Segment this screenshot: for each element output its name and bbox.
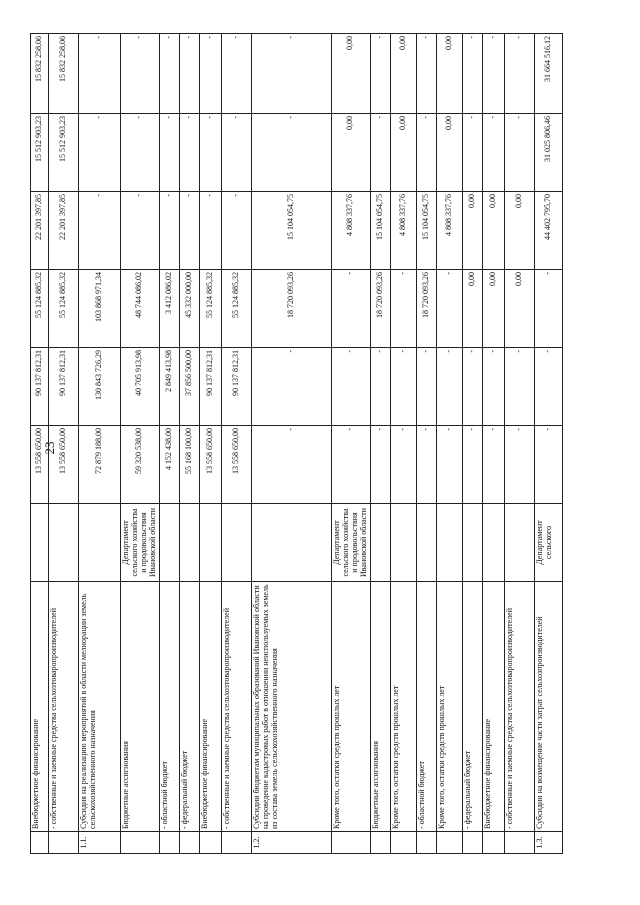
responsible-executor: Департамент сельского хозяйства и продовольствия Ивановской области [331, 504, 370, 582]
amount-cell: 13 558 650,00 [31, 426, 49, 504]
amount-cell: - [436, 348, 462, 426]
amount-cell: - [79, 192, 121, 270]
table-row [436, 34, 462, 854]
responsible-executor [251, 504, 331, 582]
row-number [159, 832, 179, 854]
responsible-executor [79, 504, 121, 582]
responsible-executor [199, 504, 221, 582]
row-name: Бюджетные ассигнования [121, 582, 160, 832]
amount-cell: 0,00 [462, 192, 482, 270]
row-number: 1.2. [251, 832, 331, 854]
responsible-executor [390, 504, 416, 582]
amount-cell: - [179, 192, 199, 270]
table-row [221, 34, 251, 854]
amount-cell: 13 558 650,00 [49, 426, 79, 504]
table-row [534, 34, 562, 854]
row-name: - федеральный бюджет [462, 582, 482, 832]
responsible-executor [370, 504, 390, 582]
amount-cell: - [462, 34, 482, 114]
amount-cell: 31 025 806,46 [534, 114, 562, 192]
row-number [49, 832, 79, 854]
amount-cell: 4 808 337,76 [331, 192, 370, 270]
row-name: Внебюджетное финансирование [31, 582, 49, 832]
amount-cell: 18 720 093,26 [251, 270, 331, 348]
row-name: - собственные и заемные средства сельхозтоваропроизводителей [49, 582, 79, 832]
row-name: Кроме того, остатки средств прошлых лет [436, 582, 462, 832]
amount-cell: - [482, 34, 504, 114]
row-number [199, 832, 221, 854]
amount-cell: 130 843 726,29 [79, 348, 121, 426]
amount-cell: - [179, 114, 199, 192]
amount-cell: - [416, 348, 436, 426]
row-number: 1.3. [534, 832, 562, 854]
amount-cell: 55 124 885,32 [221, 270, 251, 348]
responsible-executor [31, 504, 49, 582]
amount-cell: 0,00 [390, 34, 416, 114]
amount-cell: 0,00 [436, 34, 462, 114]
amount-cell: - [504, 34, 534, 114]
amount-cell: 90 137 812,31 [221, 348, 251, 426]
amount-cell: 22 201 397,85 [49, 192, 79, 270]
responsible-executor [504, 504, 534, 582]
row-name: Внебюджетное финансирование [199, 582, 221, 832]
amount-cell: - [534, 426, 562, 504]
amount-cell: - [159, 114, 179, 192]
amount-cell: - [251, 34, 331, 114]
amount-cell: 4 808 337,76 [390, 192, 416, 270]
amount-cell: 0,00 [504, 192, 534, 270]
amount-cell: 55 124 885,32 [49, 270, 79, 348]
amount-cell: - [251, 114, 331, 192]
amount-cell: 37 856 500,00 [179, 348, 199, 426]
amount-cell: - [121, 34, 160, 114]
responsible-executor [436, 504, 462, 582]
amount-cell: 59 320 538,00 [121, 426, 160, 504]
amount-cell: - [370, 114, 390, 192]
amount-cell: - [221, 34, 251, 114]
amount-cell: - [482, 114, 504, 192]
amount-cell: - [331, 426, 370, 504]
amount-cell: - [370, 348, 390, 426]
amount-cell: 31 664 516,12 [534, 34, 562, 114]
amount-cell: - [179, 34, 199, 114]
amount-cell: 0,00 [390, 114, 416, 192]
row-name: Субсидии бюджетам муниципальных образований Ивановской области на проведение кадастровых работ в отношении неиспользуемых земель из состава земель сельскохозяйственного назначения [251, 582, 331, 832]
row-number [370, 832, 390, 854]
amount-cell: 18 720 093,26 [370, 270, 390, 348]
amount-cell: 55 124 885,32 [31, 270, 49, 348]
amount-cell: 15 832 258,06 [31, 34, 49, 114]
amount-cell: - [504, 426, 534, 504]
amount-cell: 90 137 812,31 [199, 348, 221, 426]
amount-cell: - [121, 114, 160, 192]
amount-cell: 4 152 438,00 [159, 426, 179, 504]
responsible-executor [482, 504, 504, 582]
table-row [251, 34, 331, 854]
table-row [199, 34, 221, 854]
amount-cell: 0,00 [331, 34, 370, 114]
table-row [331, 34, 370, 854]
responsible-executor [416, 504, 436, 582]
row-name: - собственные и заемные средства сельхозтоваропроизводителей [504, 582, 534, 832]
amount-cell: 44 402 795,70 [534, 192, 562, 270]
row-name: - областной бюджет [159, 582, 179, 832]
amount-cell: - [504, 348, 534, 426]
row-name: Внебюджетное финансирование [482, 582, 504, 832]
row-number [416, 832, 436, 854]
amount-cell: - [331, 270, 370, 348]
amount-cell: - [390, 348, 416, 426]
row-name: - федеральный бюджет [179, 582, 199, 832]
amount-cell: - [159, 34, 179, 114]
amount-cell: - [79, 34, 121, 114]
amount-cell: - [370, 426, 390, 504]
amount-cell: 0,00 [482, 192, 504, 270]
rotated-table-container [30, 34, 570, 854]
responsible-executor: Департамент сельского хозяйства и продовольствия Ивановской области [121, 504, 160, 582]
row-name: Субсидия на реализацию мероприятий в области мелиорации земель сельскохозяйственного назначения [79, 582, 121, 832]
amount-cell: - [416, 426, 436, 504]
table-row [504, 34, 534, 854]
amount-cell: 15 512 903,23 [49, 114, 79, 192]
amount-cell: 13 558 650,00 [221, 426, 251, 504]
row-name: Субсидии на возмещение части затрат сельхозпроизводителей [534, 582, 562, 832]
row-number [436, 832, 462, 854]
amount-cell: - [462, 426, 482, 504]
amount-cell: - [534, 270, 562, 348]
amount-cell: 0,00 [436, 114, 462, 192]
amount-cell: 2 849 413,98 [159, 348, 179, 426]
amount-cell: 45 332 000,00 [179, 270, 199, 348]
amount-cell: - [370, 34, 390, 114]
amount-cell: - [436, 270, 462, 348]
amount-cell: - [504, 114, 534, 192]
responsible-executor: Департамент сельского [534, 504, 562, 582]
amount-cell: 90 137 812,31 [49, 348, 79, 426]
amount-cell: 72 879 188,00 [79, 426, 121, 504]
amount-cell: - [462, 114, 482, 192]
financing-table [30, 33, 563, 854]
row-number [504, 832, 534, 854]
table-row [370, 34, 390, 854]
responsible-executor [179, 504, 199, 582]
amount-cell: 55 124 885,32 [199, 270, 221, 348]
amount-cell: 4 808 337,76 [436, 192, 462, 270]
table-row [179, 34, 199, 854]
amount-cell: 13 558 650,00 [199, 426, 221, 504]
table-row [462, 34, 482, 854]
amount-cell: - [331, 348, 370, 426]
row-number [331, 832, 370, 854]
amount-cell: 0,00 [504, 270, 534, 348]
row-number [462, 832, 482, 854]
amount-cell: - [390, 426, 416, 504]
amount-cell: 18 720 093,26 [416, 270, 436, 348]
amount-cell: - [436, 426, 462, 504]
table-row [79, 34, 121, 854]
amount-cell: - [251, 426, 331, 504]
table-row [31, 34, 49, 854]
responsible-executor [49, 504, 79, 582]
table-row [159, 34, 179, 854]
table-row [121, 34, 160, 854]
amount-cell: - [416, 34, 436, 114]
amount-cell: 15 104 054,75 [370, 192, 390, 270]
row-name: - областной бюджет [416, 582, 436, 832]
table-row [49, 34, 79, 854]
amount-cell: - [221, 192, 251, 270]
row-name: Кроме того, остатки средств прошлых лет [331, 582, 370, 832]
amount-cell: - [416, 114, 436, 192]
amount-cell: - [534, 348, 562, 426]
amount-cell: - [482, 426, 504, 504]
row-number: 1.1. [79, 832, 121, 854]
table-row [390, 34, 416, 854]
amount-cell: 40 705 913,98 [121, 348, 160, 426]
row-name: - собственные и заемные средства сельхозтоваропроизводителей [221, 582, 251, 832]
amount-cell: 0,00 [482, 270, 504, 348]
amount-cell: - [482, 348, 504, 426]
amount-cell: 15 104 054,75 [251, 192, 331, 270]
amount-cell: 90 137 812,31 [31, 348, 49, 426]
row-number [31, 832, 49, 854]
table-row [416, 34, 436, 854]
amount-cell: - [199, 34, 221, 114]
row-name: Бюджетные ассигнования [370, 582, 390, 832]
amount-cell: 48 744 086,02 [121, 270, 160, 348]
row-name: Кроме того, остатки средств прошлых лет [390, 582, 416, 832]
row-number [221, 832, 251, 854]
responsible-executor [221, 504, 251, 582]
amount-cell: - [199, 114, 221, 192]
row-number [179, 832, 199, 854]
row-number [121, 832, 160, 854]
amount-cell: 15 832 258,06 [49, 34, 79, 114]
amount-cell: - [221, 114, 251, 192]
amount-cell: 15 512 903,23 [31, 114, 49, 192]
amount-cell: 0,00 [462, 270, 482, 348]
amount-cell: 55 168 100,00 [179, 426, 199, 504]
amount-cell: - [462, 348, 482, 426]
row-number [390, 832, 416, 854]
amount-cell: - [159, 192, 179, 270]
amount-cell: - [199, 192, 221, 270]
table-row [482, 34, 504, 854]
amount-cell: 103 868 971,34 [79, 270, 121, 348]
amount-cell: - [390, 270, 416, 348]
amount-cell: 22 201 397,85 [31, 192, 49, 270]
amount-cell: - [121, 192, 160, 270]
row-number [482, 832, 504, 854]
amount-cell: - [79, 114, 121, 192]
amount-cell: 0,00 [331, 114, 370, 192]
page-number: 23 [42, 441, 57, 455]
responsible-executor [462, 504, 482, 582]
amount-cell: 15 104 054,75 [416, 192, 436, 270]
responsible-executor [159, 504, 179, 582]
amount-cell: - [251, 348, 331, 426]
amount-cell: 3 412 086,02 [159, 270, 179, 348]
